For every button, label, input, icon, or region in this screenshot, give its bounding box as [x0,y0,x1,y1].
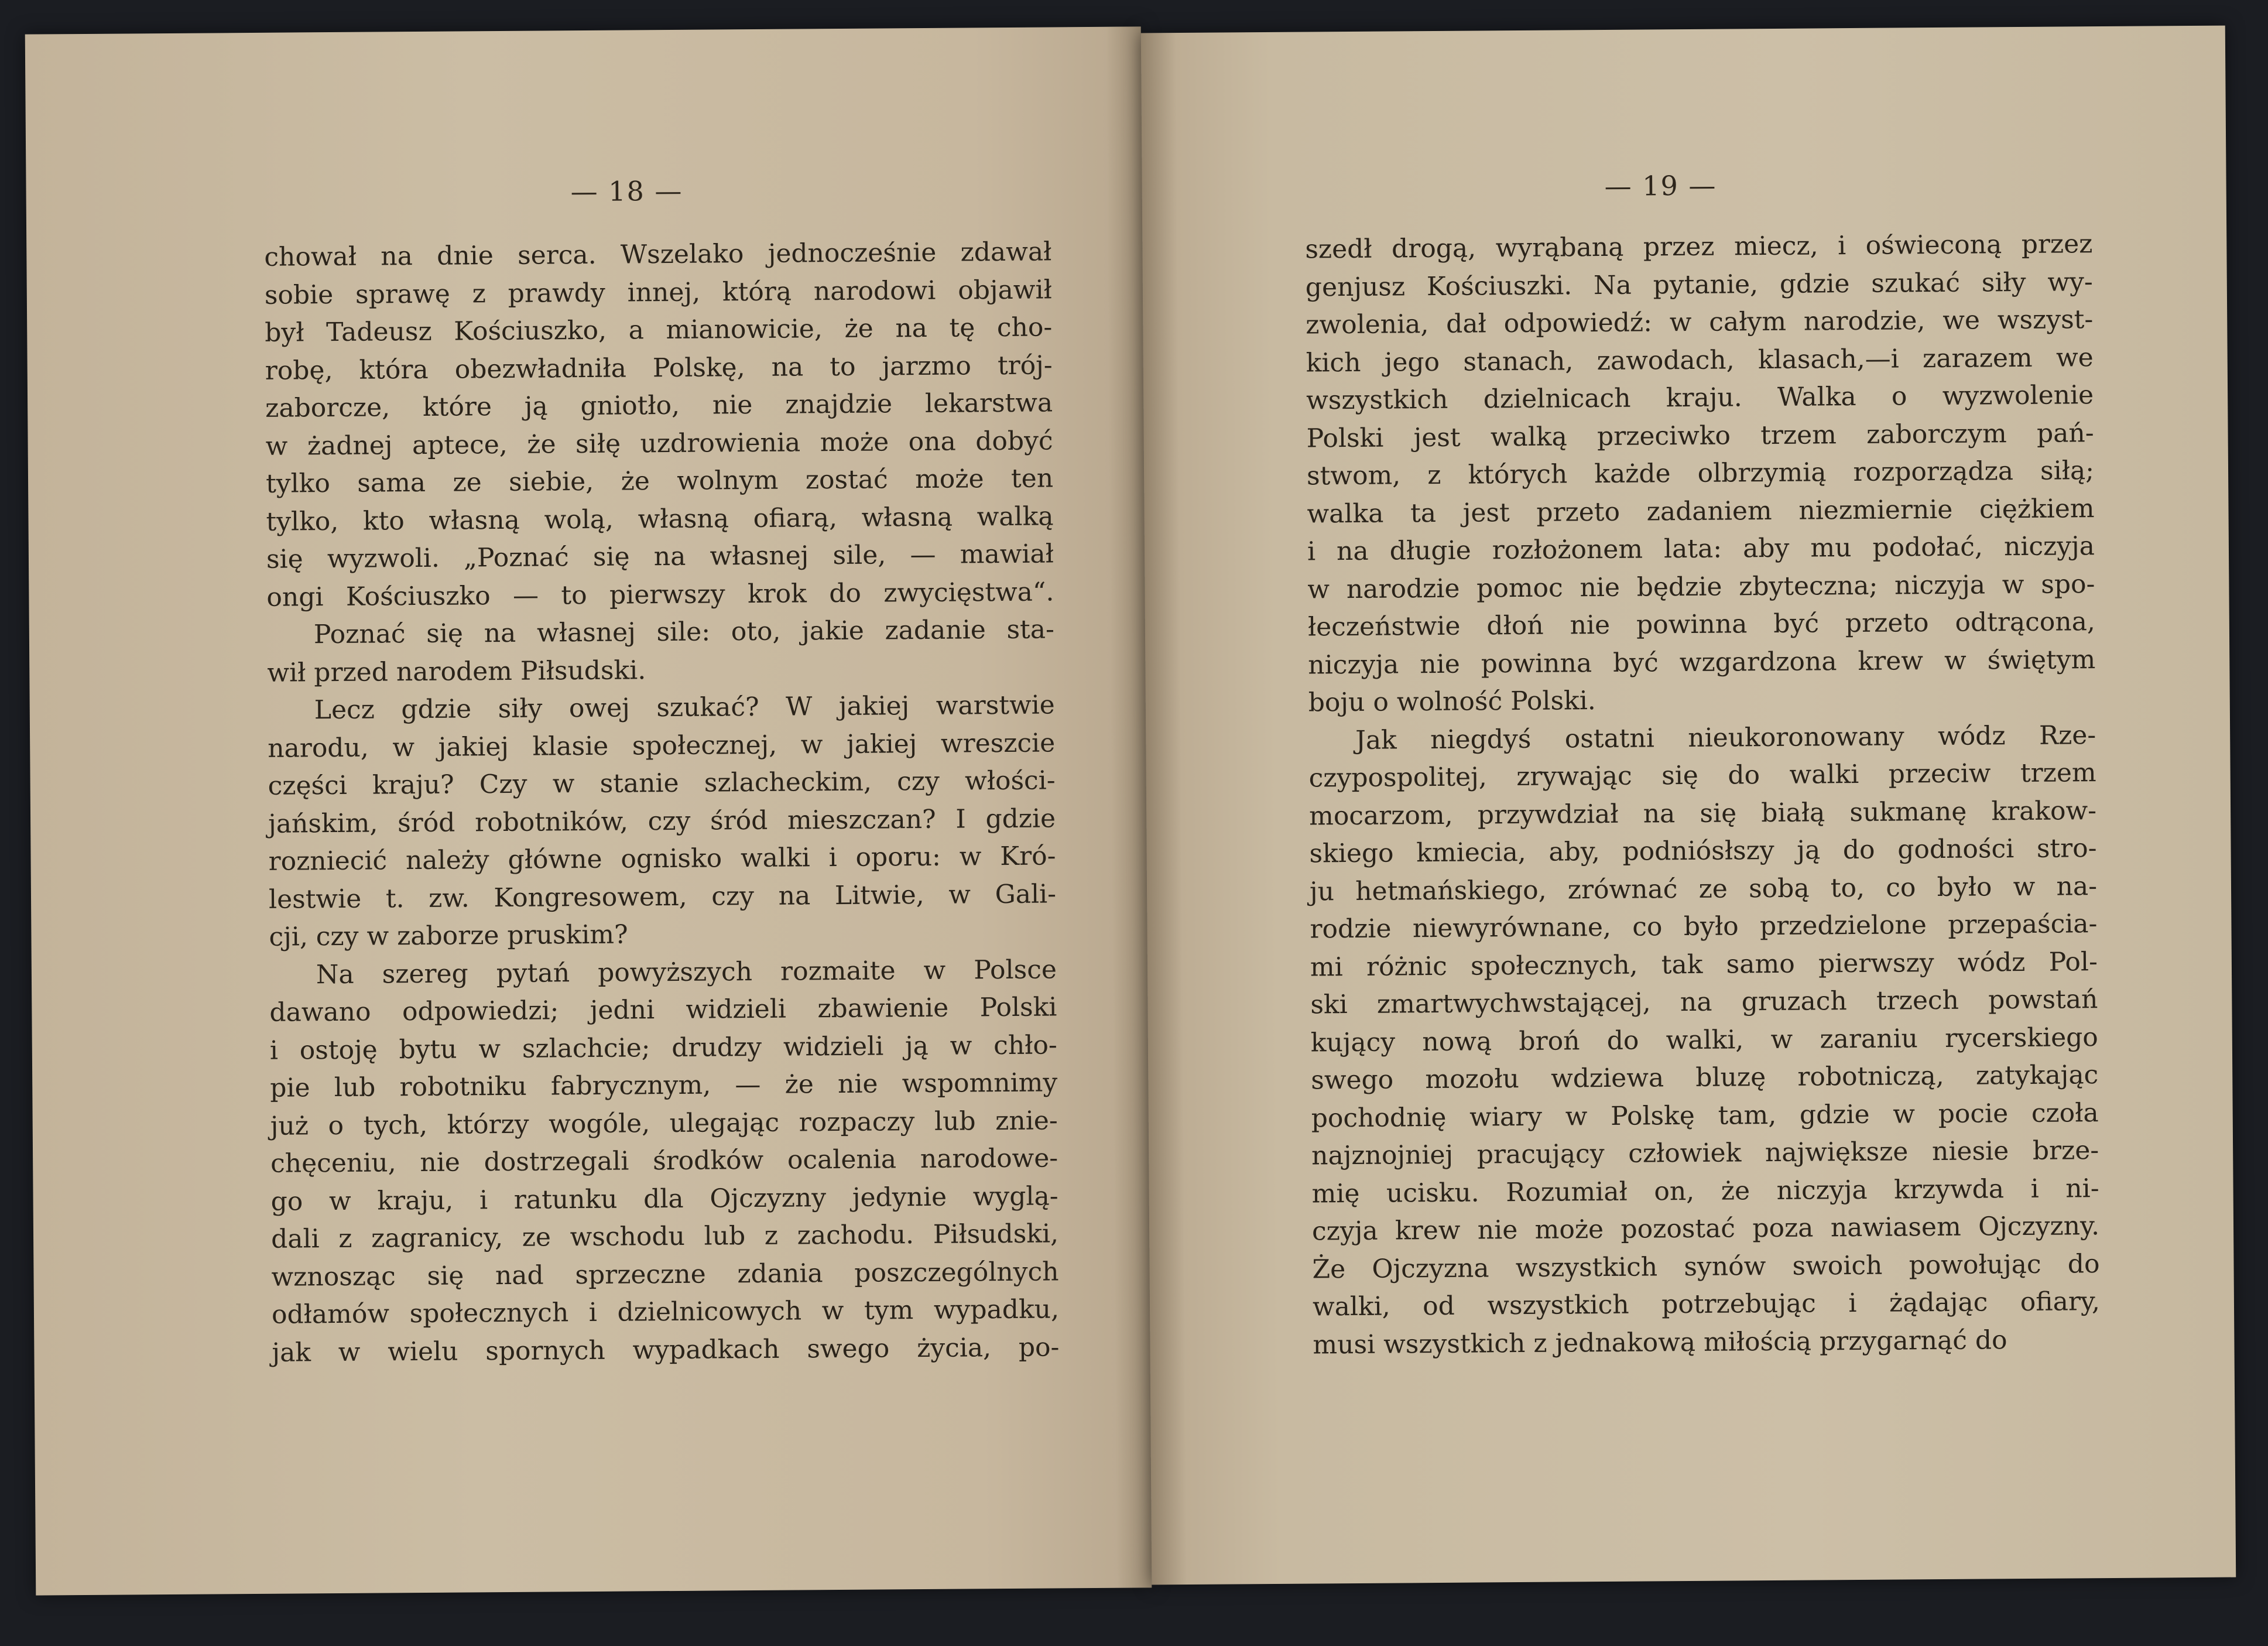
text-line: wznosząc się nad sprzeczne zdania poszczególnych [271,1256,1059,1292]
text-line: już o tych, którzy wogóle, ulegając rozpaczy lub znie- [270,1105,1058,1141]
text-line: Lecz gdzie siły owej szukać? W jakiej warstwie [314,690,1055,726]
text-line: Polski jest walką przeciwko trzem zaborczym pań- [1306,418,2094,454]
text-line: mi różnic społecznych, tak samo pierwszy wódz Pol- [1310,946,2098,983]
text-line: jańskim, śród robotników, czy śród mieszczan? I gdzie [268,803,1056,839]
text-line: sobie sprawę z prawdy innej, którą narodowi objawił [264,274,1052,310]
text-line: części kraju? Czy w stanie szlacheckim, czy włości- [268,765,1056,801]
text-line: i na długie rozłożonem lata: aby mu podołać, niczyja [1307,531,2095,567]
text-line: szedł drogą, wyrąbaną przez miecz, i oświeconą przez [1305,229,2093,265]
text-line: dawano odpowiedzi; jedni widzieli zbawienie Polski [269,992,1057,1028]
text-line: walki, od wszystkich potrzebując i żądając ofiary, [1312,1286,2101,1322]
text-line: lestwie t. zw. Kongresowem, czy na Litwie, w Gali- [268,878,1057,915]
text-line: odłamów społecznych i dzielnicowych w tym wypadku, [271,1294,1060,1330]
text-line: Na szereg pytań powyższych rozmaite w Polsce [316,954,1057,990]
text-line: kich jego stanach, zawodach, klasach,—i zarazem we [1306,342,2094,378]
text-line: narodu, w jakiej klasie społecznej, w jakiej wreszcie [268,727,1056,764]
text-line: był Tadeusz Kościuszko, a mianowicie, że na tę cho- [265,312,1053,348]
text-line: mocarzom, przywdział na się białą sukmanę krakow- [1308,795,2097,831]
text-line: Że Ojczyzna wszystkich synów swoich powołując do [1312,1248,2100,1285]
text-line: niczyja nie powinna być wzgardzona krew w świętym [1308,644,2096,680]
text-line: Jak niegdyś ostatni nieukoronowany wódz Rze- [1355,720,2096,755]
text-line: dali z zagranicy, ze wschodu lub z zachodu. Piłsudski, [270,1219,1059,1254]
text-line: chował na dnie serca. Wszelako jednocześnie zdawał [264,237,1052,272]
text-line: w żadnej aptece, że siłę uzdrowienia może ona dobyć [265,425,1053,461]
text-line: kujący nową broń do walki, w zaraniu rycerskiego [1310,1022,2098,1058]
text-line: Poznać się na własnej sile: oto, jakie zadanie sta- [313,614,1055,650]
text-line: rozniecić należy główne ognisko walki i oporu: w Kró- [268,841,1056,877]
text-line: wił przed narodem Piłsudski. [267,655,646,688]
text-line: pie lub robotniku fabrycznym, — że nie wspomnimy [270,1067,1058,1103]
text-line: skiego kmiecia, aby, podniósłszy ją do godności stro- [1309,833,2097,869]
text-line: się wyzwoli. „Poznać się na własnej sile, — mawiał [266,539,1054,574]
left-page [25,26,1152,1595]
right-page [1141,26,2236,1585]
text-line: jak w wielu spornych wypadkach swego życia, po- [272,1332,1060,1368]
text-line: genjusz Kościuszki. Na pytanie, gdzie szukać siły wy- [1305,266,2093,303]
text-line: najznojniej pracujący człowiek największe niesie brze- [1311,1135,2099,1171]
text-line: ju hetmańskiego, zrównać ze sobą to, co było w na- [1309,871,2098,907]
text-line: w narodzie pomoc nie będzie zbyteczna; niczyja w spo- [1307,569,2095,605]
text-line: stwom, z których każde olbrzymią rozporządza siłą; [1306,456,2095,491]
text-line: boju o wolność Polski. [1308,686,1596,718]
text-line: i ostoję bytu w szlachcie; drudzy widzieli ją w chło- [269,1029,1057,1066]
text-line: tylko, kto własną wolą, własną ofiarą, własną walką [266,501,1054,537]
text-line: pochodnię wiary w Polskę tam, gdzie w pocie czoła [1311,1097,2099,1134]
text-line: walka ta jest przeto zadaniem niezmiernie ciężkiem [1307,493,2095,529]
text-line: go w kraju, i ratunku dla Ojczyzny jedynie wyglą- [270,1180,1058,1217]
text-line: chęceniu, nie dostrzegali środków ocalenia narodowe- [270,1143,1058,1179]
text-line: swego mozołu wdziewa bluzę robotniczą, zatykając [1311,1060,2099,1096]
text-line: łeczeństwie dłoń nie powinna być przeto odtrącona, [1307,607,2096,642]
text-line: zaborcze, które ją gniotło, nie znajdzie lekarstwa [265,388,1053,423]
text-line: ongi Kościuszko — to pierwszy krok do zwycięstwa“. [266,576,1054,612]
left-page-text [264,233,1059,1371]
text-line: czypospolitej, zrywając się do walki przeciw trzem [1308,758,2096,793]
text-line: wszystkich dzielnicach kraju. Walka o wyzwolenie [1306,380,2094,416]
right-page-text [1305,225,2100,1364]
right-page-number: — 19 — [1604,169,1717,202]
text-line: tylko sama ze siebie, że wolnym zostać może ten [265,463,1054,499]
text-line: rodzie niewyrównane, co było przedzielone przepaścia- [1310,909,2098,945]
text-line: zwolenia, dał odpowiedź: w całym narodzie, we wszyst- [1306,304,2094,340]
text-line: musi wszystkich z jednakową miłością przygarnąć do [1313,1325,2007,1360]
text-line: ski zmartwychwstającej, na gruzach trzech powstań [1310,984,2098,1020]
text-line: mię ucisku. Rozumiał on, że niczyja krzywda i ni- [1311,1173,2099,1209]
left-page-number: — 18 — [570,174,683,208]
text-line: robę, która obezwładniła Polskę, na to jarzmo trój- [265,350,1053,386]
text-line: cji, czy w zaborze pruskim? [269,919,628,952]
text-line: czyja krew nie może pozostać poza nawiasem Ojczyzny. [1311,1211,2100,1247]
